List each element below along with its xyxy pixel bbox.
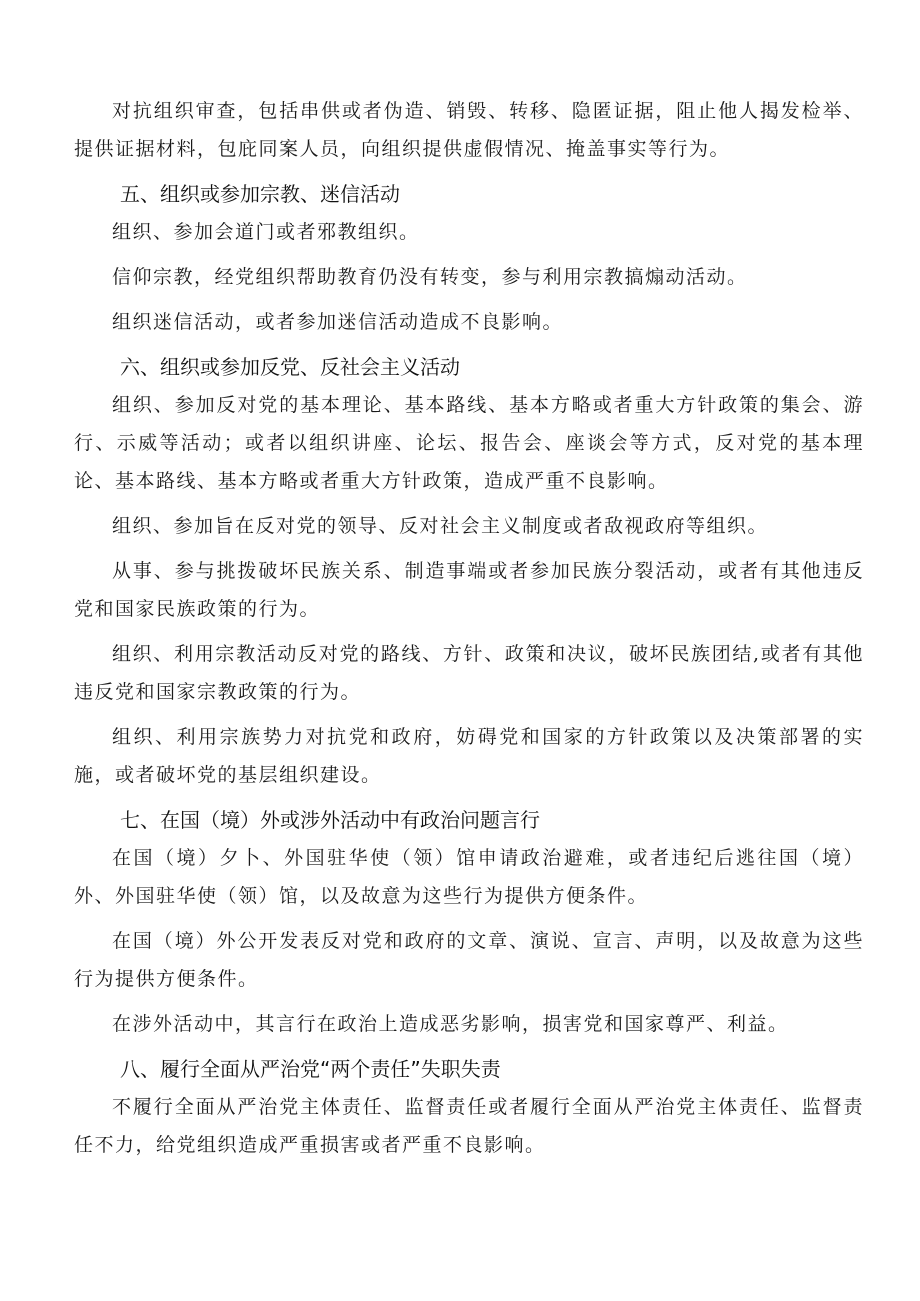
paragraph-obstruct-review: 对抗组织审查，包括串供或者伪造、销毁、转移、隐匿证据，阻止他人揭发检举、提供证据材料，包庇同案人员，向组织提供虚假情况、掩盖事实等行为。 (74, 100, 864, 160)
paragraph: 组织、参加会道门或者邪教组织。 (112, 221, 420, 243)
section-heading-5: 五、组织或参加宗教、迷信活动 (120, 182, 400, 206)
paragraph: 组织、利用宗教活动反对党的路线、方针、政策和决议，破坏民族团结,或者有其他违反党和国家宗教政策的行为。 (74, 643, 864, 703)
paragraph: 组织、参加反对党的基本理论、基本路线、基本方略或者重大方针政策的集会、游行、示威等活动；或者以组织讲座、论坛、报告会、座谈会等方式，反对党的基本理论、基本路线、基本方略或者重大方针政策，造成严重不良影响。 (74, 394, 864, 492)
paragraph: 信仰宗教，经党组织帮助教育仍没有转变，参与利用宗教搞煽动活动。 (112, 266, 748, 288)
paragraph: 组织、参加旨在反对党的领导、反对社会主义制度或者敌视政府等组织。 (112, 515, 769, 537)
section-heading-8: 八、履行全面从严治党“两个责任”失职失责 (120, 1057, 501, 1081)
paragraph: 在国（境）夕卜、外国驻华使（领）馆申请政治避难，或者违纪后逃往国（境）外、外国驻华使（领）馆，以及故意为这些行为提供方便条件。 (74, 847, 864, 907)
section-heading-6: 六、组织或参加反党、反社会主义活动 (120, 355, 460, 379)
paragraph: 在国（境）外公开发表反对党和政府的文章、演说、宣言、声明，以及故意为这些行为提供方便条件。 (74, 930, 864, 990)
paragraph: 从事、参与挑拨破坏民族关系、制造事端或者参加民族分裂活动，或者有其他违反党和国家民族政策的行为。 (74, 560, 864, 620)
paragraph: 组织迷信活动，或者参加迷信活动造成不良影响。 (112, 311, 564, 333)
paragraph: 在涉外活动中，其言行在政治上造成恶劣影响，损害党和国家尊严、利益。 (112, 1013, 789, 1035)
section-heading-7: 七、在国（境）外或涉外活动中有政治问题言行 (120, 808, 540, 832)
document-body (74, 92, 864, 1164)
paragraph: 组织、利用宗族势力对抗党和政府，妨碍党和国家的方针政策以及决策部署的实施，或者破坏党的基层组织建设。 (74, 726, 864, 786)
paragraph: 不履行全面从严治党主体责任、监督责任或者履行全面从严治党主体责任、监督责任不力，给党组织造成严重损害或者严重不良影响。 (74, 1096, 864, 1156)
